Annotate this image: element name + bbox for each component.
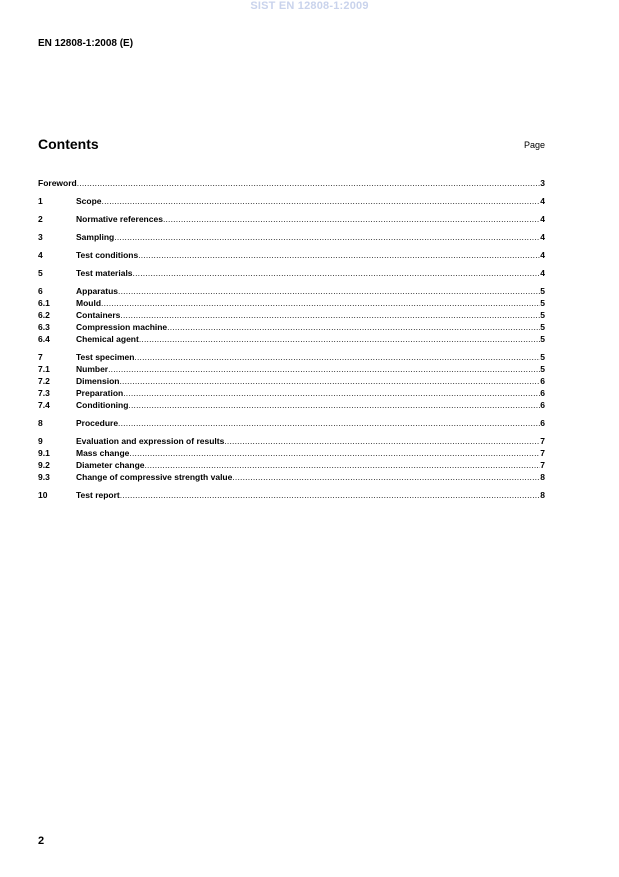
toc-entry-page: 4 [540, 268, 545, 278]
toc-entry-containers[interactable] [38, 309, 545, 321]
toc-entry-title: Test conditions [76, 250, 139, 260]
toc-entry-number: 7 [38, 352, 43, 362]
toc-entry-page: 4 [540, 196, 545, 206]
toc-leader-dots [232, 471, 540, 483]
toc-entry-page: 4 [540, 232, 545, 242]
toc-entry-page: 5 [540, 334, 545, 344]
toc-leader-dots [114, 231, 540, 243]
toc-entry-number: 9.1 [38, 448, 50, 458]
toc-entry-title: Apparatus [76, 286, 119, 296]
toc-entry-number-of-specimens[interactable] [38, 363, 545, 375]
toc-entry-normative-references[interactable] [38, 213, 545, 225]
toc-entry-title: Test specimen [76, 352, 135, 362]
toc-entry-page: 3 [540, 178, 545, 188]
toc-entry-title: Foreword [38, 178, 77, 188]
toc-leader-dots [120, 309, 540, 321]
toc-entry-page: 4 [540, 250, 545, 260]
toc-entry-mould[interactable] [38, 297, 545, 309]
toc-entry-mass-change[interactable] [38, 447, 545, 459]
toc-entry-chemical-agent[interactable] [38, 333, 545, 345]
contents-title: Contents [38, 136, 99, 152]
toc-leader-dots [138, 249, 540, 261]
toc-entry-number: 6 [38, 286, 43, 296]
toc-leader-dots [163, 213, 540, 225]
toc-entry-number: 9.2 [38, 460, 50, 470]
toc-entry-number: 6.4 [38, 334, 50, 344]
table-of-contents [38, 177, 545, 501]
toc-entry-title: Change of compressive strength value [76, 472, 233, 482]
toc-entry-number: 6.2 [38, 310, 50, 320]
toc-entry-conditioning[interactable] [38, 399, 545, 411]
toc-entry-procedure[interactable] [38, 417, 545, 429]
toc-entry-test-conditions[interactable] [38, 249, 545, 261]
toc-entry-number: 7.1 [38, 364, 50, 374]
toc-leader-dots [118, 417, 540, 429]
toc-entry-title: Scope [76, 196, 102, 206]
toc-leader-dots [120, 489, 540, 501]
toc-entry-title: Sampling [76, 232, 115, 242]
toc-entry-number: 1 [38, 196, 43, 206]
toc-entry-dimension[interactable] [38, 375, 545, 387]
toc-entry-page: 6 [540, 388, 545, 398]
toc-entry-page: 7 [540, 448, 545, 458]
toc-entry-title: Mass change [76, 448, 130, 458]
page-column-label: Page [523, 140, 545, 150]
toc-entry-page: 5 [540, 352, 545, 362]
toc-entry-page: 8 [540, 472, 545, 482]
toc-entry-number: 9.3 [38, 472, 50, 482]
toc-entry-number: 2 [38, 214, 43, 224]
toc-entry-scope[interactable] [38, 195, 545, 207]
toc-entry-page: 6 [540, 418, 545, 428]
toc-entry-title: Chemical agent [76, 334, 139, 344]
toc-entry-apparatus[interactable] [38, 285, 545, 297]
toc-entry-number: 4 [38, 250, 43, 260]
toc-entry-page: 6 [540, 400, 545, 410]
toc-entry-page: 5 [540, 286, 545, 296]
toc-leader-dots [133, 267, 541, 279]
toc-leader-dots [134, 351, 540, 363]
toc-leader-dots [108, 363, 540, 375]
toc-entry-title: Procedure [76, 418, 119, 428]
toc-entry-number: 7.2 [38, 376, 50, 386]
toc-entry-diameter-change[interactable] [38, 459, 545, 471]
toc-entry-title: Test report [76, 490, 120, 500]
toc-entry-title: Compression machine [76, 322, 168, 332]
toc-entry-title: Containers [76, 310, 121, 320]
toc-entry-number: 9 [38, 436, 43, 446]
toc-entry-number: 10 [38, 490, 48, 500]
document-id: EN 12808-1:2008 (E) [38, 38, 134, 49]
toc-leader-dots [224, 435, 540, 447]
toc-entry-page: 5 [540, 364, 545, 374]
toc-entry-title: Test materials [76, 268, 133, 278]
toc-entry-preparation[interactable] [38, 387, 545, 399]
toc-leader-dots [129, 447, 540, 459]
toc-entry-compression-machine[interactable] [38, 321, 545, 333]
page-number: 2 [38, 835, 45, 847]
toc-entry-number: 7.4 [38, 400, 50, 410]
toc-leader-dots [77, 177, 541, 189]
toc-entry-page: 5 [540, 310, 545, 320]
toc-entry-page: 4 [540, 214, 545, 224]
toc-entry-test-specimen[interactable] [38, 351, 545, 363]
toc-entry-page: 7 [540, 460, 545, 470]
toc-entry-evaluation[interactable] [38, 435, 545, 447]
toc-entry-number: 6.3 [38, 322, 50, 332]
toc-entry-title: Dimension [76, 376, 120, 386]
toc-entry-page: 6 [540, 376, 545, 386]
toc-entry-title: Mould [76, 298, 102, 308]
toc-entry-page: 7 [540, 436, 545, 446]
toc-leader-dots [123, 387, 540, 399]
toc-entry-title: Normative references [76, 214, 163, 224]
toc-entry-title: Conditioning [76, 400, 129, 410]
toc-leader-dots [118, 285, 540, 297]
toc-entry-test-report[interactable] [38, 489, 545, 501]
toc-entry-test-materials[interactable] [38, 267, 545, 279]
toc-entry-page: 5 [540, 322, 545, 332]
toc-entry-number: 3 [38, 232, 43, 242]
toc-entry-title: Number [76, 364, 109, 374]
toc-entry-number: 8 [38, 418, 43, 428]
toc-entry-page: 8 [540, 490, 545, 500]
toc-entry-title: Evaluation and expression of results [76, 436, 225, 446]
toc-entry-compressive-strength[interactable] [38, 471, 545, 483]
toc-leader-dots [145, 459, 541, 471]
toc-entry-number: 7.3 [38, 388, 50, 398]
toc-entry-title: Preparation [76, 388, 124, 398]
toc-leader-dots [139, 333, 540, 345]
toc-entry-number: 5 [38, 268, 43, 278]
toc-leader-dots [128, 399, 540, 411]
toc-leader-dots [119, 375, 540, 387]
toc-leader-dots [101, 297, 540, 309]
toc-entry-number: 6.1 [38, 298, 50, 308]
toc-entry-title: Diameter change [76, 460, 145, 470]
toc-entry-page: 5 [540, 298, 545, 308]
toc-entry-foreword[interactable] [38, 177, 545, 189]
toc-leader-dots [102, 195, 541, 207]
toc-entry-sampling[interactable] [38, 231, 545, 243]
watermark: SIST EN 12808-1:2009 [250, 0, 369, 12]
toc-leader-dots [167, 321, 540, 333]
